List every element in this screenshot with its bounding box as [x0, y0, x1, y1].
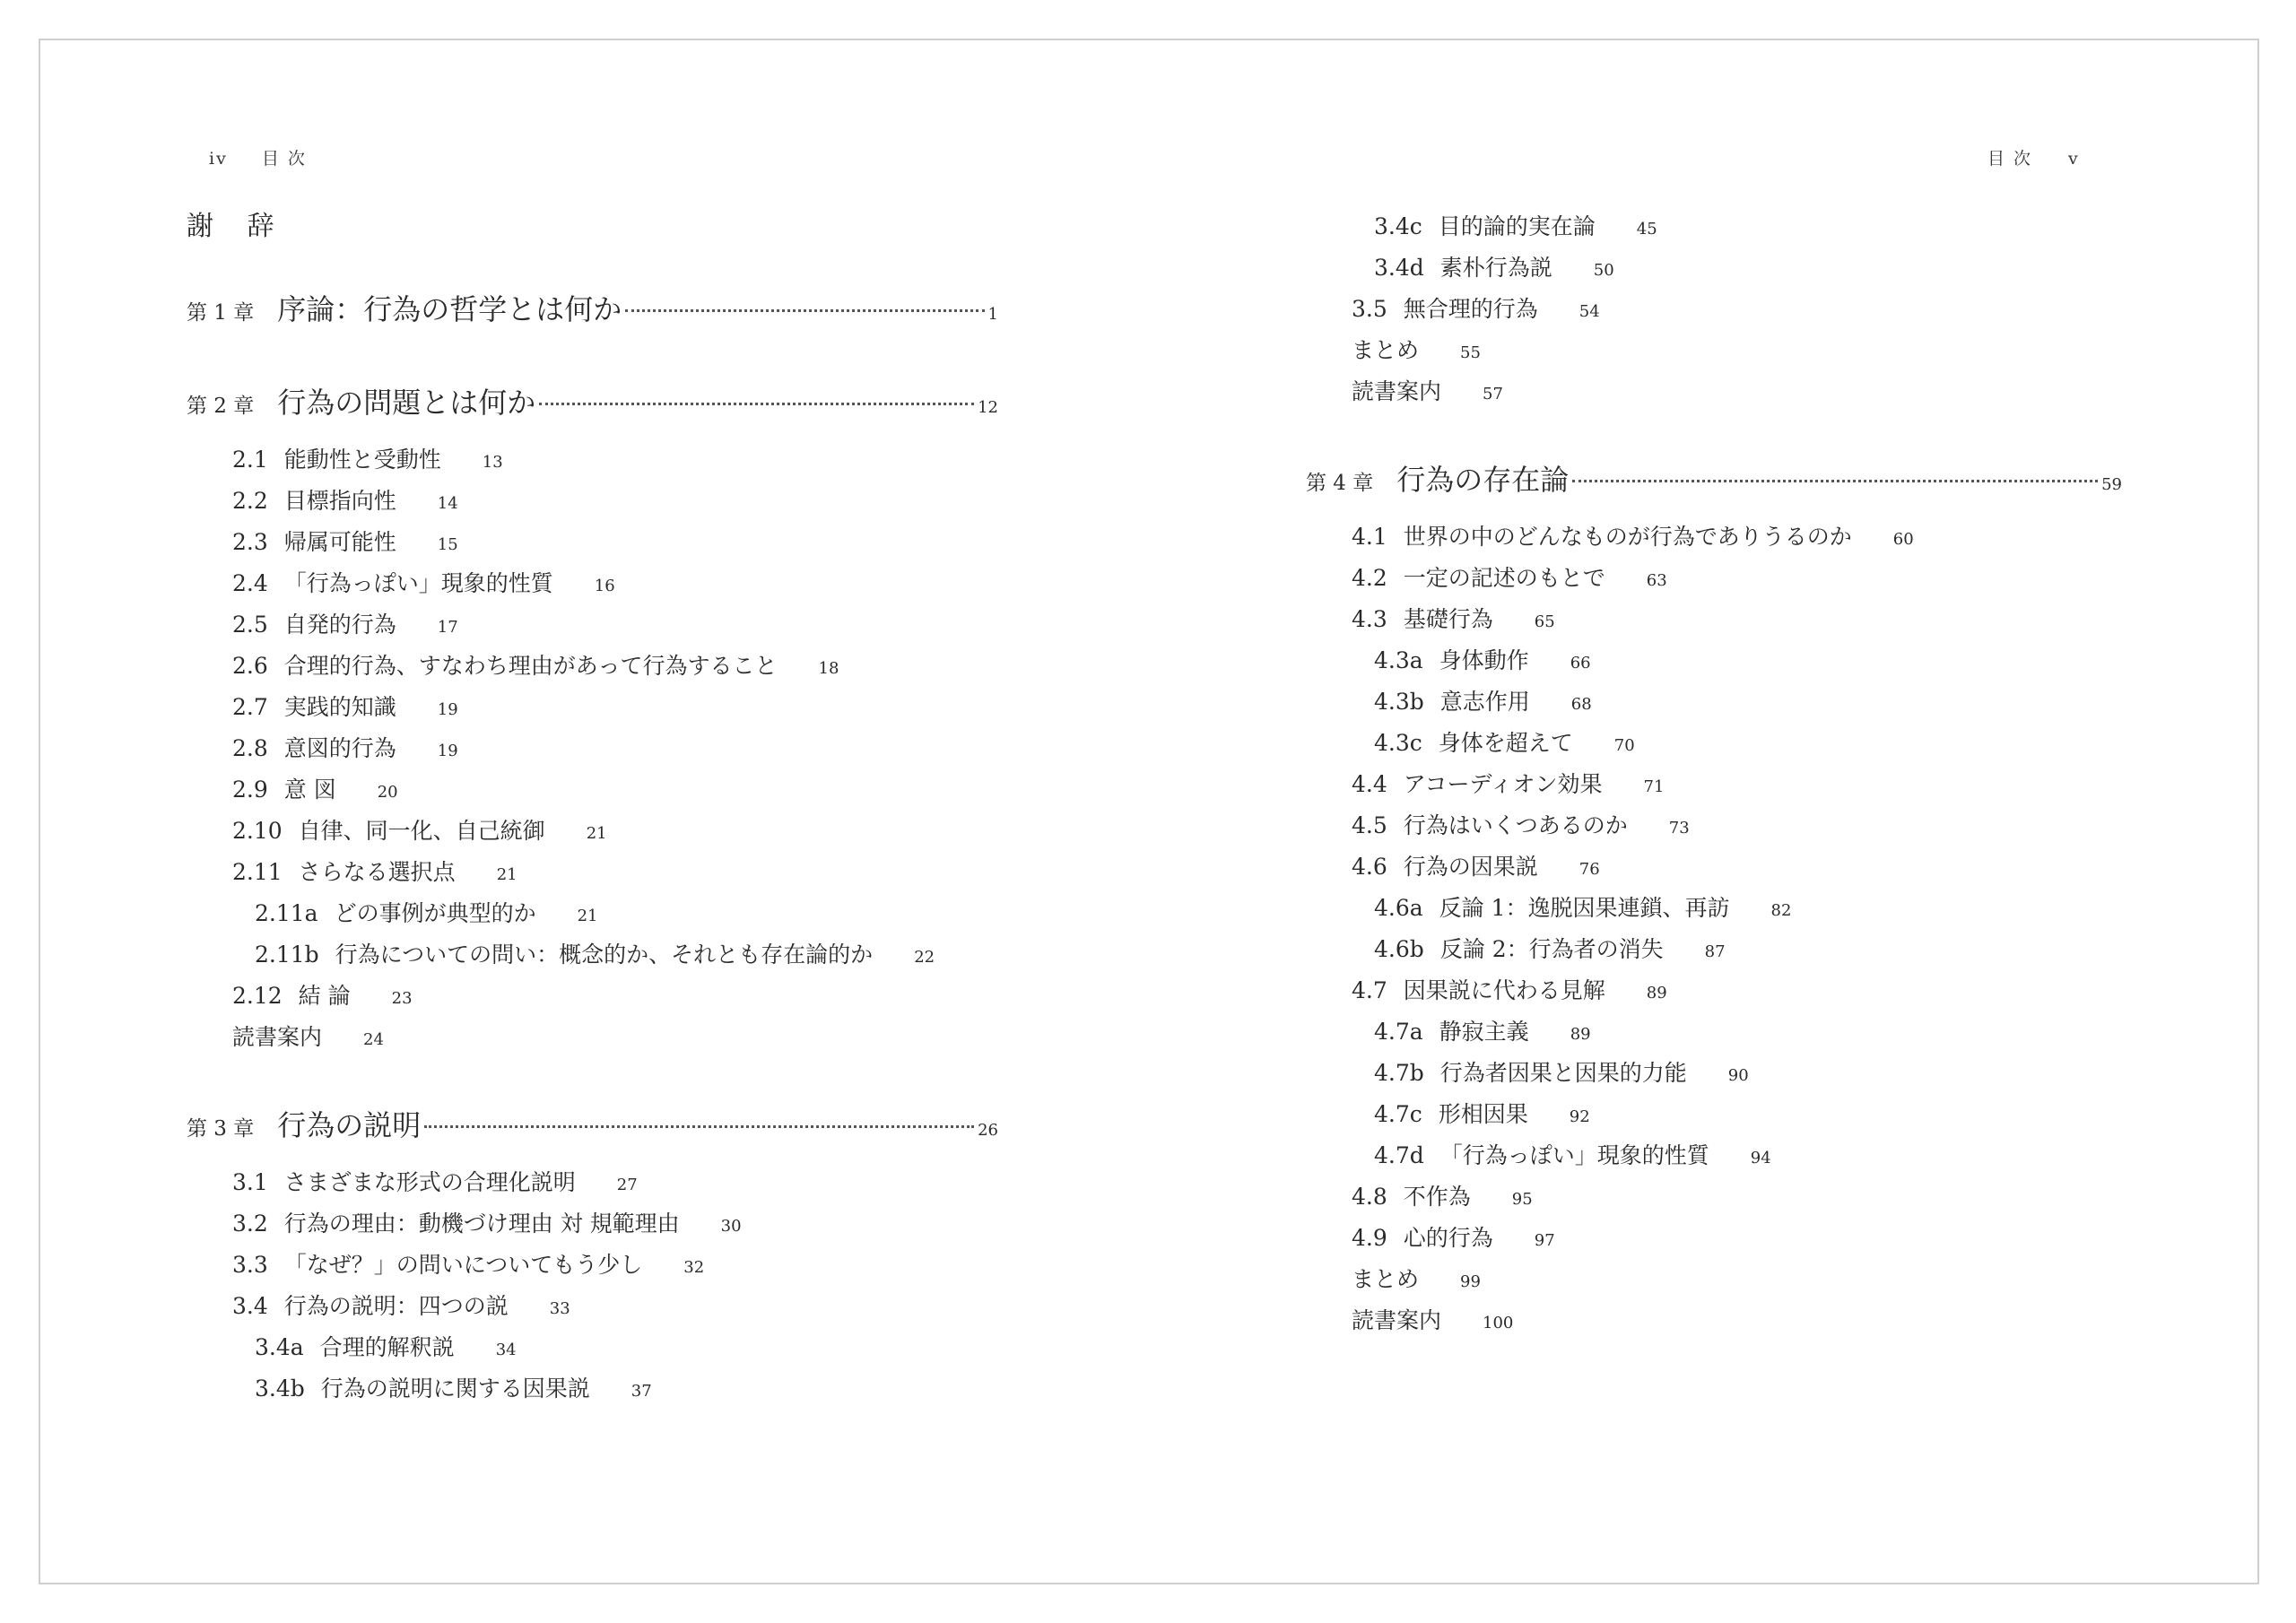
section-page: 17: [437, 618, 458, 637]
section-number: 2.6: [232, 653, 268, 679]
toc-entry[interactable]: [1306, 1259, 2122, 1300]
toc-subentry[interactable]: [1306, 1094, 2122, 1135]
section-title: 反論 2：行為者の消失: [1439, 936, 1664, 962]
section-number: 2.1: [232, 447, 268, 473]
section-page: 94: [1750, 1149, 1771, 1167]
section-title: 行為の因果説: [1403, 854, 1538, 880]
section-number: 4.6b: [1374, 936, 1424, 962]
dot-leader: [1572, 480, 2098, 482]
chapter-4-heading[interactable]: [1306, 454, 2122, 506]
section-number: 4.7b: [1374, 1060, 1424, 1086]
section-number: 3.1: [232, 1169, 268, 1195]
section-page: 60: [1892, 530, 1914, 549]
section-page: 14: [437, 494, 458, 513]
section-title: 自律、同一化、自己統御: [298, 818, 545, 844]
section-title: 反論 1：逸脱因果連鎖、再訪: [1439, 895, 1730, 921]
section-number: 3.5: [1352, 296, 1387, 322]
toc-entry[interactable]: [187, 687, 998, 728]
chapter-page: 26: [978, 1121, 998, 1140]
section-number: 3.4: [232, 1293, 268, 1319]
section-title: 行為者因果と因果的力能: [1439, 1060, 1687, 1086]
section-title: 実践的知識: [283, 694, 396, 720]
section-page: 37: [631, 1382, 652, 1401]
section-number: 2.11a: [255, 900, 318, 926]
section-page: 19: [437, 700, 458, 719]
toc-subentry[interactable]: [1306, 681, 2122, 723]
chapter-4-entries: [1306, 516, 2122, 1341]
chapter-2-entries: [187, 439, 998, 1058]
left-running-head: [209, 145, 307, 169]
toc-subentry[interactable]: [187, 934, 998, 976]
section-title: 目標指向性: [283, 488, 396, 514]
section-number: 4.1: [1352, 524, 1387, 550]
section-number: 4.3b: [1374, 689, 1424, 715]
section-page: 76: [1578, 860, 1600, 879]
section-title: 読書案内: [1352, 378, 1442, 404]
chapter-3-entries: [187, 1162, 998, 1410]
section-number: 4.9: [1352, 1225, 1387, 1251]
section-page: 57: [1483, 385, 1503, 404]
section-number: 2.5: [232, 612, 268, 638]
chapter-number: 第 4 章: [1306, 472, 1374, 495]
section-title: 形相因果: [1438, 1101, 1528, 1127]
section-title: 因果説に代わる見解: [1403, 977, 1605, 1003]
section-page: 87: [1704, 942, 1726, 961]
right-folio: v: [2068, 149, 2080, 169]
chapter-2-heading[interactable]: [187, 377, 998, 429]
section-page: 30: [720, 1217, 742, 1236]
section-page: 89: [1570, 1025, 1591, 1044]
toc-subentry[interactable]: [1306, 723, 2122, 764]
section-title: 読書案内: [1352, 1307, 1442, 1333]
section-title: 行為はいくつあるのか: [1403, 812, 1628, 838]
toc-subentry[interactable]: [1306, 1011, 2122, 1053]
section-page: 63: [1646, 571, 1667, 590]
section-title: 一定の記述のもとで: [1403, 565, 1605, 591]
toc-entry[interactable]: [1306, 516, 2122, 558]
section-title: 心的行為: [1403, 1225, 1493, 1251]
section-page: 27: [616, 1176, 638, 1194]
section-page: 70: [1613, 736, 1635, 755]
section-page: 22: [914, 948, 935, 967]
section-title: 結 論: [298, 983, 351, 1009]
section-number: 2.2: [232, 488, 268, 514]
section-page: 32: [683, 1258, 705, 1277]
front-matter-entry[interactable]: 謝 辞: [187, 211, 287, 242]
toc-subentry[interactable]: [187, 1368, 998, 1410]
section-title: 無合理的行為: [1403, 296, 1538, 322]
section-number: 4.3a: [1374, 647, 1423, 673]
section-page: 21: [496, 865, 517, 884]
section-title: 能動性と受動性: [283, 447, 441, 473]
section-number: 3.3: [232, 1252, 268, 1278]
toc-entry[interactable]: [1306, 970, 2122, 1011]
section-page: 99: [1460, 1272, 1481, 1291]
section-title: さらなる選択点: [298, 859, 456, 885]
section-number: 3.4c: [1374, 213, 1422, 239]
section-title: 行為の説明に関する因果説: [320, 1376, 590, 1402]
chapter-title: 序論：行為の哲学とは何か: [277, 292, 622, 326]
section-page: 97: [1534, 1231, 1555, 1250]
section-number: 2.12: [232, 983, 283, 1009]
section-page: 16: [594, 577, 615, 595]
section-number: 4.8: [1352, 1184, 1387, 1210]
section-number: 4.6: [1352, 854, 1387, 880]
toc-subentry[interactable]: [1306, 1135, 2122, 1176]
section-number: 3.2: [232, 1211, 268, 1237]
toc-entry[interactable]: [1306, 764, 2122, 805]
toc-entry[interactable]: [187, 1203, 998, 1245]
chapter-page: 1: [987, 305, 998, 324]
toc-entry[interactable]: [187, 1162, 998, 1203]
chapter-number: 第 2 章: [187, 395, 255, 418]
section-title: 身体を超えて: [1438, 730, 1573, 756]
section-page: 33: [549, 1299, 570, 1318]
toc-subentry[interactable]: [1306, 247, 2122, 289]
section-page: 34: [495, 1341, 517, 1359]
section-number: 4.3: [1352, 606, 1387, 632]
toc-subentry[interactable]: [1306, 888, 2122, 929]
chapter-title: 行為の問題とは何か: [277, 386, 536, 420]
toc-entry[interactable]: [187, 646, 998, 687]
section-title: 意志作用: [1439, 689, 1530, 715]
chapter-page: 59: [2101, 475, 2122, 494]
section-title: 身体動作: [1439, 647, 1529, 673]
left-folio: iv: [209, 149, 228, 169]
section-number: 2.9: [232, 777, 268, 803]
section-page: 18: [818, 659, 839, 678]
toc-entry[interactable]: [187, 728, 998, 769]
section-number: 3.4a: [255, 1334, 304, 1360]
section-number: 4.7c: [1374, 1101, 1422, 1127]
chapter-page: 12: [978, 398, 998, 417]
section-page: 21: [577, 907, 598, 925]
section-title: 「なぜ？」の問いについてもう少し: [283, 1252, 643, 1278]
section-page: 54: [1578, 302, 1600, 321]
right-running-head: [1987, 145, 2080, 169]
section-page: 20: [377, 783, 398, 802]
section-title: 不作為: [1403, 1184, 1471, 1210]
section-number: 4.4: [1352, 771, 1387, 797]
toc-entry[interactable]: [187, 563, 998, 604]
toc-entry[interactable]: [1306, 330, 2122, 371]
section-title: 自発的行為: [283, 612, 396, 638]
section-title: さまざまな形式の合理化説明: [283, 1169, 576, 1195]
section-page: 92: [1569, 1107, 1590, 1126]
section-title: どの事例が典型的か: [334, 900, 536, 926]
toc-right-column: [1306, 206, 2122, 1341]
section-page: 68: [1570, 695, 1592, 714]
chapter-3-continued-entries: [1306, 206, 2122, 412]
dot-leader: [625, 309, 984, 312]
toc-subentry[interactable]: [1306, 1053, 2122, 1094]
section-number: 2.7: [232, 694, 268, 720]
section-page: 13: [482, 453, 503, 472]
chapter-1-heading[interactable]: [187, 283, 998, 335]
section-page: 65: [1534, 612, 1555, 631]
section-title: 帰属可能性: [283, 529, 396, 555]
section-title: 意 図: [283, 777, 336, 803]
toc-entry[interactable]: [1306, 558, 2122, 599]
section-number: 4.5: [1352, 812, 1387, 838]
toc-entry[interactable]: [187, 1286, 998, 1327]
section-page: 55: [1460, 343, 1481, 362]
toc-subentry[interactable]: [187, 893, 998, 934]
toc-entry[interactable]: [187, 1245, 998, 1286]
left-header-label: 目 次: [261, 149, 307, 169]
section-number: 2.10: [232, 818, 283, 844]
section-number: 3.4d: [1374, 255, 1424, 281]
section-page: 73: [1668, 819, 1690, 838]
chapter-title: 行為の説明: [277, 1108, 422, 1142]
toc-entry[interactable]: [1306, 1218, 2122, 1259]
toc-subentry[interactable]: [1306, 206, 2122, 247]
toc-entry[interactable]: [1306, 1176, 2122, 1218]
toc-entry[interactable]: [187, 811, 998, 852]
toc-entry[interactable]: [1306, 805, 2122, 846]
section-title: 世界の中のどんなものが行為でありうるのか: [1403, 524, 1852, 550]
section-title: 静寂主義: [1439, 1019, 1529, 1045]
section-page: 100: [1483, 1314, 1514, 1332]
toc-left-column: [187, 201, 998, 1410]
chapter-number: 第 1 章: [187, 301, 255, 325]
toc-entry[interactable]: [1306, 1300, 2122, 1341]
section-title: 合理的解釈説: [319, 1334, 455, 1360]
toc-entry[interactable]: [187, 769, 998, 811]
section-number: 4.7: [1352, 977, 1387, 1003]
section-title: 意図的行為: [283, 735, 396, 761]
toc-entry[interactable]: [1306, 599, 2122, 640]
section-number: 2.3: [232, 529, 268, 555]
section-title: 基礎行為: [1403, 606, 1493, 632]
dot-leader: [424, 1125, 974, 1128]
section-page: 71: [1643, 777, 1665, 796]
toc-entry[interactable]: [187, 439, 998, 481]
section-page: 15: [437, 535, 458, 554]
section-title: 目的論的実在論: [1438, 213, 1596, 239]
section-page: 89: [1646, 984, 1667, 1002]
chapter-number: 第 3 章: [187, 1117, 255, 1141]
toc-entry[interactable]: [1306, 289, 2122, 330]
section-title: まとめ: [1352, 1266, 1420, 1292]
section-title: 「行為っぽい」現象的性質: [283, 570, 553, 596]
section-number: 4.6a: [1374, 895, 1423, 921]
toc-entry[interactable]: [187, 604, 998, 646]
section-page: 45: [1636, 220, 1657, 239]
section-number: 4.7d: [1374, 1142, 1424, 1168]
toc-subentry[interactable]: [1306, 640, 2122, 681]
section-title: アコーディオン効果: [1403, 771, 1603, 797]
section-page: 66: [1570, 654, 1591, 673]
section-page: 24: [363, 1030, 384, 1049]
toc-entry[interactable]: [187, 481, 998, 522]
toc-entry[interactable]: [187, 1017, 998, 1058]
toc-entry[interactable]: [1306, 371, 2122, 412]
section-page: 50: [1593, 261, 1614, 280]
section-page: 90: [1727, 1066, 1749, 1085]
toc-entry[interactable]: [187, 976, 998, 1017]
chapter-title: 行為の存在論: [1396, 463, 1570, 497]
chapter-3-heading[interactable]: [187, 1099, 998, 1151]
right-header-label: 目 次: [1987, 149, 2033, 169]
section-number: 3.4b: [255, 1376, 305, 1402]
section-title: 合理的行為、すなわち理由があって行為すること: [283, 653, 778, 679]
toc-entry[interactable]: [1306, 846, 2122, 888]
section-number: 2.8: [232, 735, 268, 761]
section-page: 82: [1770, 901, 1792, 920]
section-title: 行為についての問い：概念的か、それとも存在論的か: [335, 942, 874, 968]
section-title: 行為の理由：動機づけ理由 対 規範理由: [283, 1211, 680, 1237]
dot-leader: [539, 403, 974, 405]
toc-entry[interactable]: [187, 522, 998, 563]
section-number: 4.3c: [1374, 730, 1422, 756]
section-page: 95: [1511, 1190, 1533, 1209]
toc-subentry[interactable]: [187, 1327, 998, 1368]
section-title: 素朴行為説: [1439, 255, 1552, 281]
toc-entry[interactable]: [187, 852, 998, 893]
section-page: 21: [586, 824, 607, 843]
section-number: 4.2: [1352, 565, 1387, 591]
section-number: 2.11b: [255, 942, 319, 968]
section-title: 行為の説明：四つの説: [283, 1293, 509, 1319]
section-title: まとめ: [1352, 337, 1420, 363]
toc-subentry[interactable]: [1306, 929, 2122, 970]
section-number: 2.11: [232, 859, 283, 885]
section-number: 2.4: [232, 570, 268, 596]
section-page: 23: [391, 989, 413, 1008]
section-number: 4.7a: [1374, 1019, 1423, 1045]
section-page: 19: [437, 742, 458, 760]
section-title: 「行為っぽい」現象的性質: [1439, 1142, 1709, 1168]
section-title: 読書案内: [232, 1024, 323, 1050]
